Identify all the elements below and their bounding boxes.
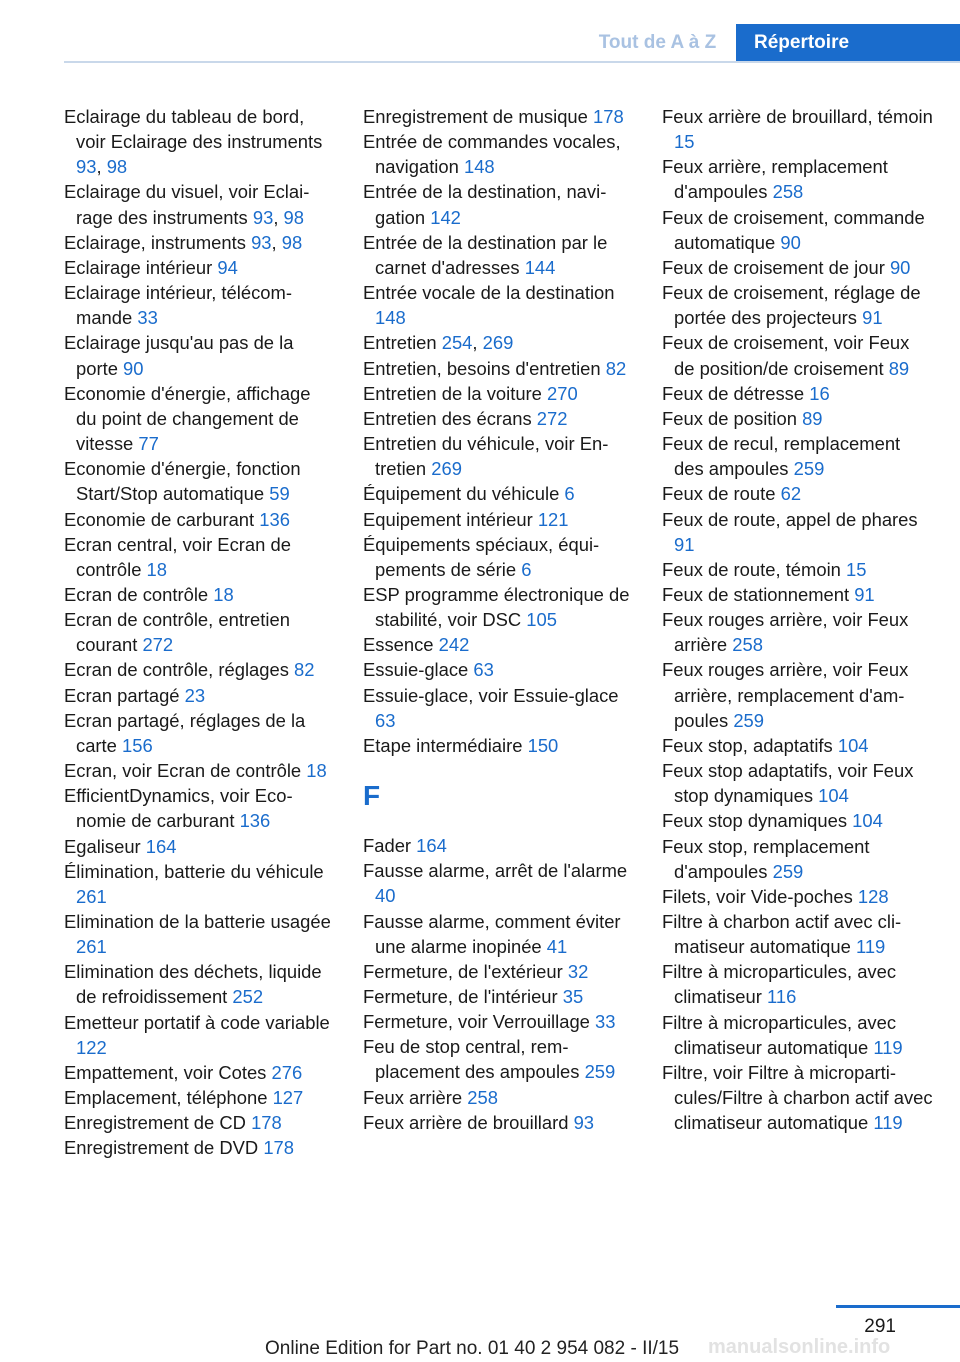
page-link[interactable]: 269: [431, 458, 462, 480]
page-link[interactable]: 156: [122, 734, 153, 756]
entry-text: Entrée de commandes vocales, navigation: [363, 131, 621, 178]
page-link[interactable]: 90: [889, 256, 911, 278]
page-link[interactable]: 15: [846, 558, 867, 580]
section-letter: F: [363, 780, 381, 812]
page-link[interactable]: 89: [802, 407, 823, 429]
entry-text: Ecran de contrôle, entretien courant: [64, 609, 290, 656]
entry-text: Economie d'énergie, affichage du point de changement de vitesse: [64, 382, 311, 455]
page-link[interactable]: 128: [857, 885, 889, 907]
page-link[interactable]: 98: [106, 156, 128, 178]
page-link[interactable]: 82: [605, 357, 627, 379]
index-entry: [662, 381, 934, 406]
entry-text: Eclairage du visuel, voir Eclairage des instruments: [64, 181, 310, 228]
page-link[interactable]: 269: [482, 332, 514, 354]
page-link[interactable]: 63: [375, 709, 396, 731]
index-entry: [64, 1060, 332, 1085]
index-entry: [64, 255, 332, 280]
entry-text: Fermeture, voir Verrouillage: [363, 1011, 596, 1033]
index-entry: [64, 959, 332, 1009]
entry-text: Feux stop adaptatifs, voir Feux stop dynamiques: [662, 760, 914, 807]
entry-text: Feux de stationnement: [662, 583, 855, 605]
page-link[interactable]: 127: [272, 1087, 304, 1109]
page-link[interactable]: 23: [184, 684, 206, 706]
entry-text: Eclairage jusqu'au pas de la porte: [64, 332, 294, 379]
index-entry: [64, 657, 332, 682]
index-entry: [64, 708, 332, 758]
page-link[interactable]: 93: [573, 1111, 595, 1133]
entry-text: Feux de route, appel de phares: [662, 508, 918, 530]
entry-text: Entretien: [363, 332, 442, 354]
index-entry: [662, 909, 934, 959]
index-entry: [363, 1110, 631, 1135]
index-entry: [363, 833, 631, 858]
page-link[interactable]: 164: [416, 835, 447, 857]
entry-text: Essuie-glace: [363, 659, 474, 681]
index-entry: [363, 481, 631, 506]
page-link[interactable]: 33: [137, 307, 158, 329]
entry-text: Feux de route, témoin: [662, 558, 847, 580]
index-entry: [363, 129, 631, 179]
page-link[interactable]: 90: [123, 357, 144, 379]
page-link[interactable]: 242: [438, 634, 470, 656]
index-entry: [363, 582, 631, 632]
page-link[interactable]: 104: [837, 734, 869, 756]
index-entry: [64, 607, 332, 657]
entry-text: Feux arrière: [363, 1086, 468, 1108]
page-link[interactable]: 122: [76, 1036, 107, 1058]
index-entry: [363, 230, 631, 280]
watermark: manualsonline.info: [708, 1336, 891, 1358]
entry-text: Eclairage intérieur, télécommande: [64, 282, 292, 329]
page-link[interactable]: 98: [283, 206, 305, 228]
entry-text: Entrée de la destination par le carnet d'adresses: [363, 231, 608, 278]
index-entry: [64, 783, 332, 833]
page-link[interactable]: 119: [855, 936, 886, 958]
index-entry: [363, 104, 631, 129]
entry-text: Ecran de contrôle, réglages: [64, 659, 295, 681]
page-link[interactable]: 33: [595, 1011, 616, 1033]
entry-text: Fermeture, de l'extérieur: [363, 960, 568, 982]
index-entry: [363, 858, 631, 908]
index-entry: [662, 255, 934, 280]
index-entry: Eclairage du tableau de bord, voir Eclairage des instruments 93, 98: [64, 106, 323, 178]
index-entry: [64, 507, 332, 532]
page-link[interactable]: 89: [888, 357, 910, 379]
entry-text: Feux rouges arrière, voir Feux arrière, remplacement d'ampoules: [662, 659, 909, 731]
index-entry: [64, 381, 332, 456]
entry-text: Feux stop, remplacement d'ampoules: [662, 835, 870, 882]
index-entry: [363, 381, 631, 406]
entry-text: Elimination de la batterie usagée: [64, 911, 331, 932]
entry-text: Entretien des écrans: [363, 407, 537, 429]
page-link[interactable]: 258: [732, 634, 763, 656]
entry-text: Équipement du véhicule: [363, 483, 565, 505]
index-entry: [363, 632, 631, 657]
entry-text: Etape intermédiaire: [363, 734, 528, 756]
entry-text: Egaliseur: [64, 835, 146, 857]
entry-text: Feux stop dynamiques: [662, 810, 853, 832]
entry-text: ESP programme électronique de stabilité, voir DSC: [363, 583, 630, 631]
page-link[interactable]: 116: [767, 986, 797, 1008]
page-link[interactable]: 119: [873, 1036, 903, 1058]
entry-text: Entrée vocale de la destination: [363, 282, 615, 304]
entry-text: Eclairage intérieur: [64, 256, 218, 278]
entry-text: Fausse alarme, comment éviter une alarme inopinée: [363, 910, 621, 957]
page-link[interactable]: 18: [213, 583, 234, 605]
header-rule: [64, 61, 960, 63]
entry-text: Filtre à microparticules, avec climatiseur: [662, 961, 897, 1008]
index-entry: [662, 582, 934, 607]
index-entry: [64, 1110, 332, 1135]
page-link[interactable]: 178: [251, 1112, 282, 1134]
index-entry: [662, 607, 934, 657]
index-entry: [662, 834, 934, 884]
page-link[interactable]: 63: [473, 659, 494, 681]
index-entry: [363, 507, 631, 532]
page-link[interactable]: 82: [294, 659, 315, 681]
index-entry: [662, 657, 934, 732]
index-entry: [662, 808, 934, 833]
entry-text: Feux arrière, remplacement d'ampoules: [662, 156, 888, 203]
page-link[interactable]: 93: [76, 156, 97, 178]
entry-text: Economie d'énergie, fonction Start/Stop automatique: [64, 458, 301, 505]
page-link[interactable]: 276: [271, 1061, 303, 1083]
index-entry: Eclairage du visuel, voir Eclairage des instruments 93, 98: [64, 181, 310, 228]
index-entry: [662, 431, 934, 481]
entry-text: Ecran central, voir Ecran de contrôle: [64, 533, 291, 580]
index-entry: [64, 456, 332, 506]
entry-text: Feu de stop central, remplacement des ampoules: [363, 1036, 585, 1083]
index-entry: [64, 582, 332, 607]
page-link[interactable]: 261: [76, 885, 107, 907]
footer-rule: [836, 1305, 960, 1308]
index-entry: [662, 104, 934, 154]
page-link[interactable]: 261: [76, 936, 107, 958]
entry-text: Feux arrière de brouillard, témoin: [662, 106, 933, 127]
index-entry: [64, 1010, 332, 1060]
page-link[interactable]: 18: [146, 558, 168, 580]
page-number: 291: [864, 1316, 896, 1337]
page-link[interactable]: 252: [232, 986, 264, 1008]
entry-text: Feux de route: [662, 483, 781, 505]
index-entry: [363, 683, 631, 733]
entry-text: Filtre à microparticules, avec climatiseur automatique: [662, 1011, 897, 1058]
index-column-2: [363, 104, 631, 1135]
page-link[interactable]: 6: [521, 558, 532, 580]
entry-text: Ecran, voir Ecran de contrôle: [64, 760, 307, 782]
entry-text: Filtre, voir Filtre à microparticules/Filtre à charbon actif avec climatiseur automatique: [662, 1061, 933, 1134]
index-entry: [662, 1060, 934, 1135]
entry-text: Fader: [363, 835, 417, 857]
entry-text: Équipements spéciaux, équipements de série: [363, 533, 600, 580]
entry-text: Entretien de la voiture: [363, 382, 548, 404]
page-link[interactable]: 164: [145, 835, 177, 857]
page-link[interactable]: 32: [567, 960, 589, 982]
entry-text: Entretien, besoins d'entretien: [363, 357, 606, 379]
index-entry: [662, 758, 934, 808]
page-link[interactable]: 148: [463, 156, 495, 178]
page-link[interactable]: 94: [217, 256, 238, 278]
index-column-1: [64, 104, 332, 1161]
index-entry: [363, 356, 631, 381]
index-entry: [363, 1009, 631, 1034]
index-column-3: [662, 104, 934, 1135]
page-link[interactable]: 254: [441, 332, 473, 354]
index-entry: [64, 909, 332, 959]
tab-repertoire[interactable]: Répertoire: [736, 24, 960, 62]
index-entry: [662, 481, 934, 506]
entry-text: Elimination des déchets, liquide de refroidissement: [64, 961, 322, 1008]
entry-text: Ecran partagé: [64, 684, 185, 706]
entry-text: Eclairage du tableau de bord, voir Eclairage des instruments: [64, 106, 323, 153]
index-entry: [64, 1085, 332, 1110]
page-link[interactable]: 59: [269, 483, 290, 505]
entry-text: Emplacement, téléphone: [64, 1087, 273, 1109]
entry-text: Emetteur portatif à code variable: [64, 1011, 330, 1033]
page-link[interactable]: 150: [527, 734, 559, 756]
page-link[interactable]: 98: [281, 231, 303, 253]
index-entry: [662, 1010, 934, 1060]
page-link[interactable]: 91: [854, 583, 875, 605]
index-entry: [662, 280, 934, 330]
entry-text: Enregistrement de DVD: [64, 1137, 264, 1159]
index-entry: [64, 1135, 332, 1160]
entry-text: Essence: [363, 634, 439, 656]
entry-text: Filets, voir Vide-poches: [662, 885, 858, 907]
entry-text: Empattement, voir Cotes: [64, 1061, 272, 1083]
page-link[interactable]: 119: [873, 1112, 903, 1134]
page-link[interactable]: 91: [674, 533, 695, 555]
index-entry: [662, 884, 934, 909]
index-entry: [64, 834, 332, 859]
page-link[interactable]: 121: [537, 508, 569, 530]
entry-text: Ecran de contrôle: [64, 583, 214, 605]
entry-text: Élimination, batterie du véhicule: [64, 860, 324, 882]
page-link[interactable]: 178: [593, 106, 624, 127]
page-link[interactable]: 91: [862, 307, 883, 329]
index-entry: [662, 205, 934, 255]
page-link[interactable]: 62: [780, 483, 802, 505]
index-entry: [64, 280, 332, 330]
index-entry: Entretien 254, 269: [363, 332, 514, 354]
index-entry: [64, 330, 332, 380]
page-link[interactable]: 90: [780, 231, 801, 253]
page-link[interactable]: 259: [772, 860, 804, 882]
entry-text: Enregistrement de musique: [363, 106, 593, 127]
page-link[interactable]: 18: [306, 760, 327, 782]
entry-text: Fausse alarme, arrêt de l'alarme: [363, 860, 628, 882]
entry-text: Feux de croisement de jour: [662, 256, 890, 278]
entry-text: Feux de recul, remplacement des ampoules: [662, 433, 901, 480]
page-link[interactable]: 105: [526, 609, 557, 631]
page-link[interactable]: 93: [251, 231, 272, 253]
entry-text: Entrée de la destination, navigation: [363, 181, 607, 228]
index-entry: [363, 1034, 631, 1084]
index-entry: [363, 909, 631, 959]
index-entry: [64, 683, 332, 708]
entry-text: Feux de croisement, commande automatique: [662, 206, 925, 253]
index-entry: [662, 406, 934, 431]
index-entry: [363, 431, 631, 481]
index-entry: [662, 507, 934, 557]
index-entry: [363, 179, 631, 229]
page-link[interactable]: 272: [142, 634, 174, 656]
page-link[interactable]: 272: [536, 407, 568, 429]
index-entry: [363, 959, 631, 984]
page-link[interactable]: 259: [584, 1061, 616, 1083]
index-entry: [662, 959, 934, 1009]
footer-edition: Online Edition for Part no. 01 40 2 954 082 - II/15: [265, 1338, 680, 1359]
entry-text: Feux rouges arrière, voir Feux arrière: [662, 609, 909, 656]
page-link[interactable]: 93: [252, 206, 274, 228]
page-link[interactable]: 16: [809, 382, 830, 404]
entry-text: Essuie-glace, voir Essuie-glace: [363, 684, 619, 706]
entry-text: EfficientDynamics, voir Economie de carburant: [64, 785, 293, 832]
page-link[interactable]: 40: [375, 885, 396, 907]
page-link[interactable]: 104: [818, 785, 849, 807]
entry-text: Feux de croisement, réglage de portée des projecteurs: [662, 282, 921, 329]
page-link[interactable]: 35: [562, 986, 584, 1007]
page-link[interactable]: 136: [239, 810, 271, 832]
page-link[interactable]: 136: [259, 508, 290, 530]
tab-tout-de-a-a-z[interactable]: Tout de A à Z: [598, 32, 717, 53]
index-entry: [363, 984, 631, 1009]
page-link[interactable]: 259: [733, 709, 764, 731]
entry-text: Feux de détresse: [662, 382, 810, 404]
page-link[interactable]: 258: [467, 1086, 498, 1108]
index-entry: [363, 733, 631, 758]
index-entry: [363, 406, 631, 431]
entry-text: Eclairage, instruments: [64, 231, 252, 253]
page-link[interactable]: 15: [674, 131, 695, 153]
index-entry: Eclairage, instruments 93, 98: [64, 231, 303, 253]
entry-text: Enregistrement de CD: [64, 1112, 252, 1134]
page-link[interactable]: 144: [524, 256, 556, 278]
index-entry: [363, 657, 631, 682]
entry-text: Ecran partagé, réglages de la carte: [64, 709, 306, 756]
index-entry: [363, 1085, 631, 1110]
page-link[interactable]: 258: [772, 181, 804, 203]
index-entry: [662, 733, 934, 758]
index-entry: [64, 758, 332, 783]
page-link[interactable]: 104: [852, 810, 883, 832]
index-entry: [363, 280, 631, 330]
page-link[interactable]: 6: [564, 483, 575, 505]
entry-text: Feux stop, adaptatifs: [662, 734, 838, 756]
page-link[interactable]: 270: [547, 382, 578, 404]
entry-text: Filtre à charbon actif avec climatiseur automatique: [662, 911, 902, 958]
index-entry: [64, 532, 332, 582]
entry-text: Economie de carburant: [64, 508, 260, 530]
index-entry: [363, 532, 631, 582]
index-entry: [662, 557, 934, 582]
entry-text: Feux de croisement, voir Feux de position/de croisement: [662, 332, 910, 379]
page-link[interactable]: 41: [546, 935, 568, 957]
page-link[interactable]: 142: [430, 206, 461, 228]
entry-text: Feux arrière de brouillard: [363, 1111, 574, 1133]
entry-text: Equipement intérieur: [363, 508, 538, 530]
entry-text: Fermeture, de l'intérieur: [363, 986, 563, 1007]
index-entry: [662, 154, 934, 204]
page-link[interactable]: 77: [138, 433, 159, 455]
entry-text: Feux de position: [662, 407, 803, 429]
page-link[interactable]: 148: [375, 307, 406, 329]
page-link[interactable]: 178: [263, 1137, 295, 1159]
index-entry: [64, 859, 332, 909]
index-entry: [662, 330, 934, 380]
page-link[interactable]: 259: [793, 458, 825, 480]
entry-text: Entretien du véhicule, voir Entretien: [363, 433, 609, 480]
